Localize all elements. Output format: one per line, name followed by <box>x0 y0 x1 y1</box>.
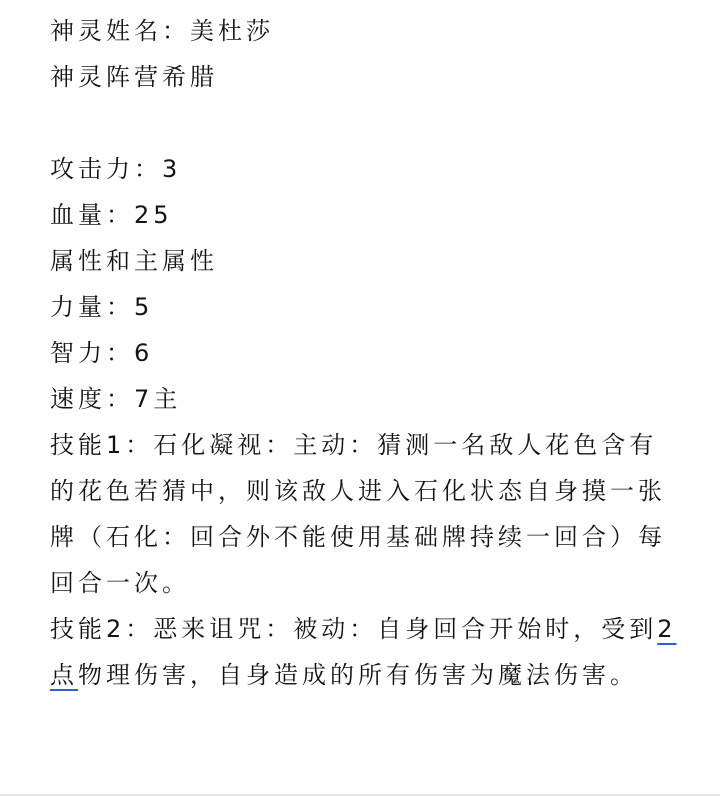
intellect-line: 智力：6 <box>50 339 154 367</box>
blank-line <box>50 100 680 146</box>
strength-line: 力量：5 <box>50 293 154 321</box>
skill-1-paragraph: 技能1：石化凝视：主动：猜测一名敌人花色含有的花色若猜中，则该敌人进入石化状态自身摸一张牌（石化：回合外不能使用基础牌持续一回合）每回合一次。 <box>50 431 666 597</box>
skill-2-text-before: 技能2：恶来诅咒：被动：自身回合开始时，受到 <box>50 615 658 643</box>
deity-name-line: 神灵姓名：美杜莎 <box>50 17 274 45</box>
attack-line: 攻击力：3 <box>50 155 182 183</box>
deity-faction-line: 神灵阵营希腊 <box>50 63 218 91</box>
damage-amount-link[interactable]: 2点 <box>50 615 677 689</box>
speed-line: 速度：7主 <box>50 385 182 413</box>
note-body <box>50 8 680 698</box>
attributes-heading: 属性和主属性 <box>50 247 218 275</box>
skill-2-paragraph <box>50 606 680 698</box>
hp-line: 血量：25 <box>50 201 173 229</box>
skill-2-text-after: 物理伤害，自身造成的所有伤害为魔法伤害。 <box>78 661 638 689</box>
